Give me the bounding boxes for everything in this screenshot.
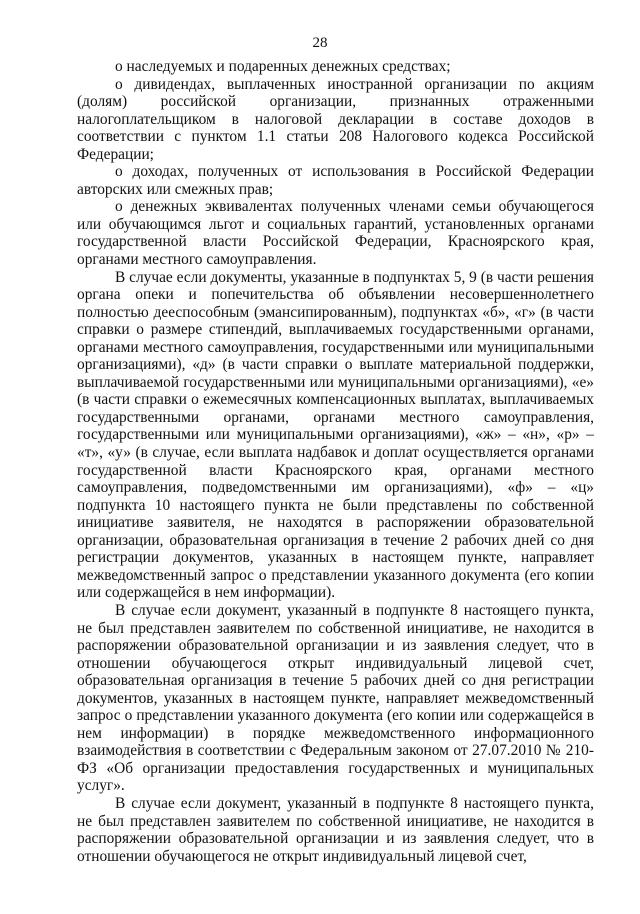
paragraph-inherited-funds: о наследуемых и подаренных денежных средствах; [115,58,451,75]
paragraph-monetary-equivalents: о денежных эквивалентах полученных членами семьи обучающегося или обучающимся льгот и социальных гарантий, установленных органами государственной власти Российской Федерации, Красноярского края, органами местного самоуправления. [77,198,594,269]
paragraph-personal-account-opened: В случае если документ, указанный в подпункте 8 настоящего пункта, не был представлен заявителем по собственной инициативе, не находится в распоряжении образовательной организации и из заявления следует, что в отношении обучающегося открыт индивидуальный лицевой счет, образовательная организация в течение 5 рабочих дней со дня регистрации документов, указанных в настоящем пункте, направляет межведомственный запрос о представлении указанного документа (его копии или содержащейся в нем информации) в порядке межведомственного информационного взаимодействия в соответствии с Федеральным законом от 27.07.2010 № 210-ФЗ «Об организации предоставления государственных и муниципальных услуг». [77,601,594,795]
document-body [77,58,594,865]
paragraph-interagency-request-documents: В случае если документы, указанные в подпунктах 5, 9 (в части решения органа опеки и попечительства об объявлении несовершеннолетнего полностью дееспособным (эмансипированным), подпунктах «б», «г» (в части справки о размере стипендий, выплачиваемых государственными органами, органами местного самоуправления, государственными или муниципальными организациями), «д» (в части справки о выплате материальной поддержки, выплачиваемой государственными или муниципальными организациями), «е» (в части справки о ежемесячных компенсационных выплатах, выплачиваемых государственными органами, органами местного самоуправления, государственными или муниципальными организациями), «ж» – «н», «р» – «т», «у» (в случае, если выплата надбавок и доплат осуществляется органами государственной власти Красноярского края, органами местного самоуправления, подведомственными им организациями), «ф» – «ц» подпункта 10 настоящего пункта не были представлены по собственной инициативе заявителя, не находятся в распоряжении образовательной организации, образовательная организация в течение 2 рабочих дней со дня регистрации документов, указанных в настоящем пункте, направляет межведомственный запрос о представлении указанного документа (его копии или содержащейся в нем информации). [77,268,594,602]
paragraph-copyright-income: о доходах, полученных от использования в Российской Федерации авторских или смежных прав; [77,163,594,198]
paragraph-dividends: о дивидендах, выплаченных иностранной организации по акциям (долям) российской организации, признанных отраженными налогоплательщиком в налоговой декларации в составе доходов в соответствии с пунктом 1.1 статьи 208 Налогового кодекса Российской Федерации; [77,75,594,163]
paragraph-personal-account-not-opened: В случае если документ, указанный в подпункте 8 настоящего пункта, не был представлен заявителем по собственной инициативе, не находится в распоряжении образовательной организации и из заявления следует, что в отношении обучающегося не открыт индивидуальный лицевой счет, [77,794,594,865]
page-number: 28 [312,35,328,51]
